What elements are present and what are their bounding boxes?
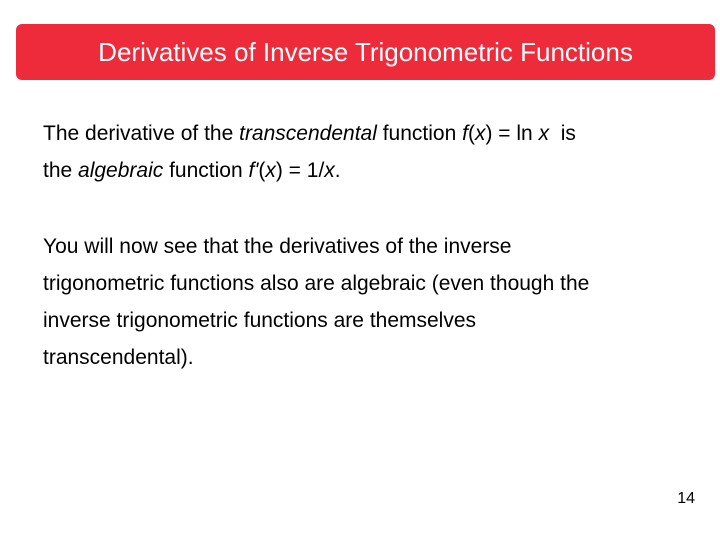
text-span: ( bbox=[467, 122, 475, 145]
math-x: x bbox=[324, 159, 335, 182]
text-span: ) = ln bbox=[485, 122, 539, 145]
math-x: x bbox=[265, 159, 276, 182]
math-x: x bbox=[538, 122, 550, 145]
slide-title: Derivatives of Inverse Trigonometric Functions bbox=[98, 36, 633, 67]
text-span: The derivative of the bbox=[43, 122, 240, 145]
text-span: is bbox=[549, 122, 576, 145]
italic-term-algebraic: algebraic bbox=[78, 159, 164, 182]
paragraph-inverse-trig bbox=[43, 228, 693, 376]
text-span: the bbox=[43, 159, 79, 182]
math-x: x bbox=[474, 122, 486, 145]
text-span: function bbox=[163, 159, 249, 182]
paragraph-line: trigonometric functions also are algebraic (even though the bbox=[43, 272, 590, 295]
title-bar bbox=[16, 24, 715, 80]
italic-term-transcendental: transcendental bbox=[239, 122, 377, 145]
text-span: ( bbox=[258, 159, 266, 182]
paragraph-line: inverse trigonometric functions are themselves bbox=[43, 309, 477, 332]
paragraph-line bbox=[43, 115, 693, 152]
math-f: f bbox=[462, 122, 468, 145]
math-f-prime: f' bbox=[248, 159, 259, 182]
page-number: 14 bbox=[677, 490, 695, 507]
paragraph-derivative-ln bbox=[43, 115, 693, 189]
paragraph-line: transcendental). bbox=[43, 346, 194, 369]
text-span: . bbox=[334, 159, 341, 182]
text-span: ) = 1/ bbox=[275, 159, 325, 182]
paragraph-line: You will now see that the derivatives of the inverse bbox=[43, 235, 512, 258]
text-span: function bbox=[376, 122, 463, 145]
paragraph-line bbox=[43, 152, 693, 189]
